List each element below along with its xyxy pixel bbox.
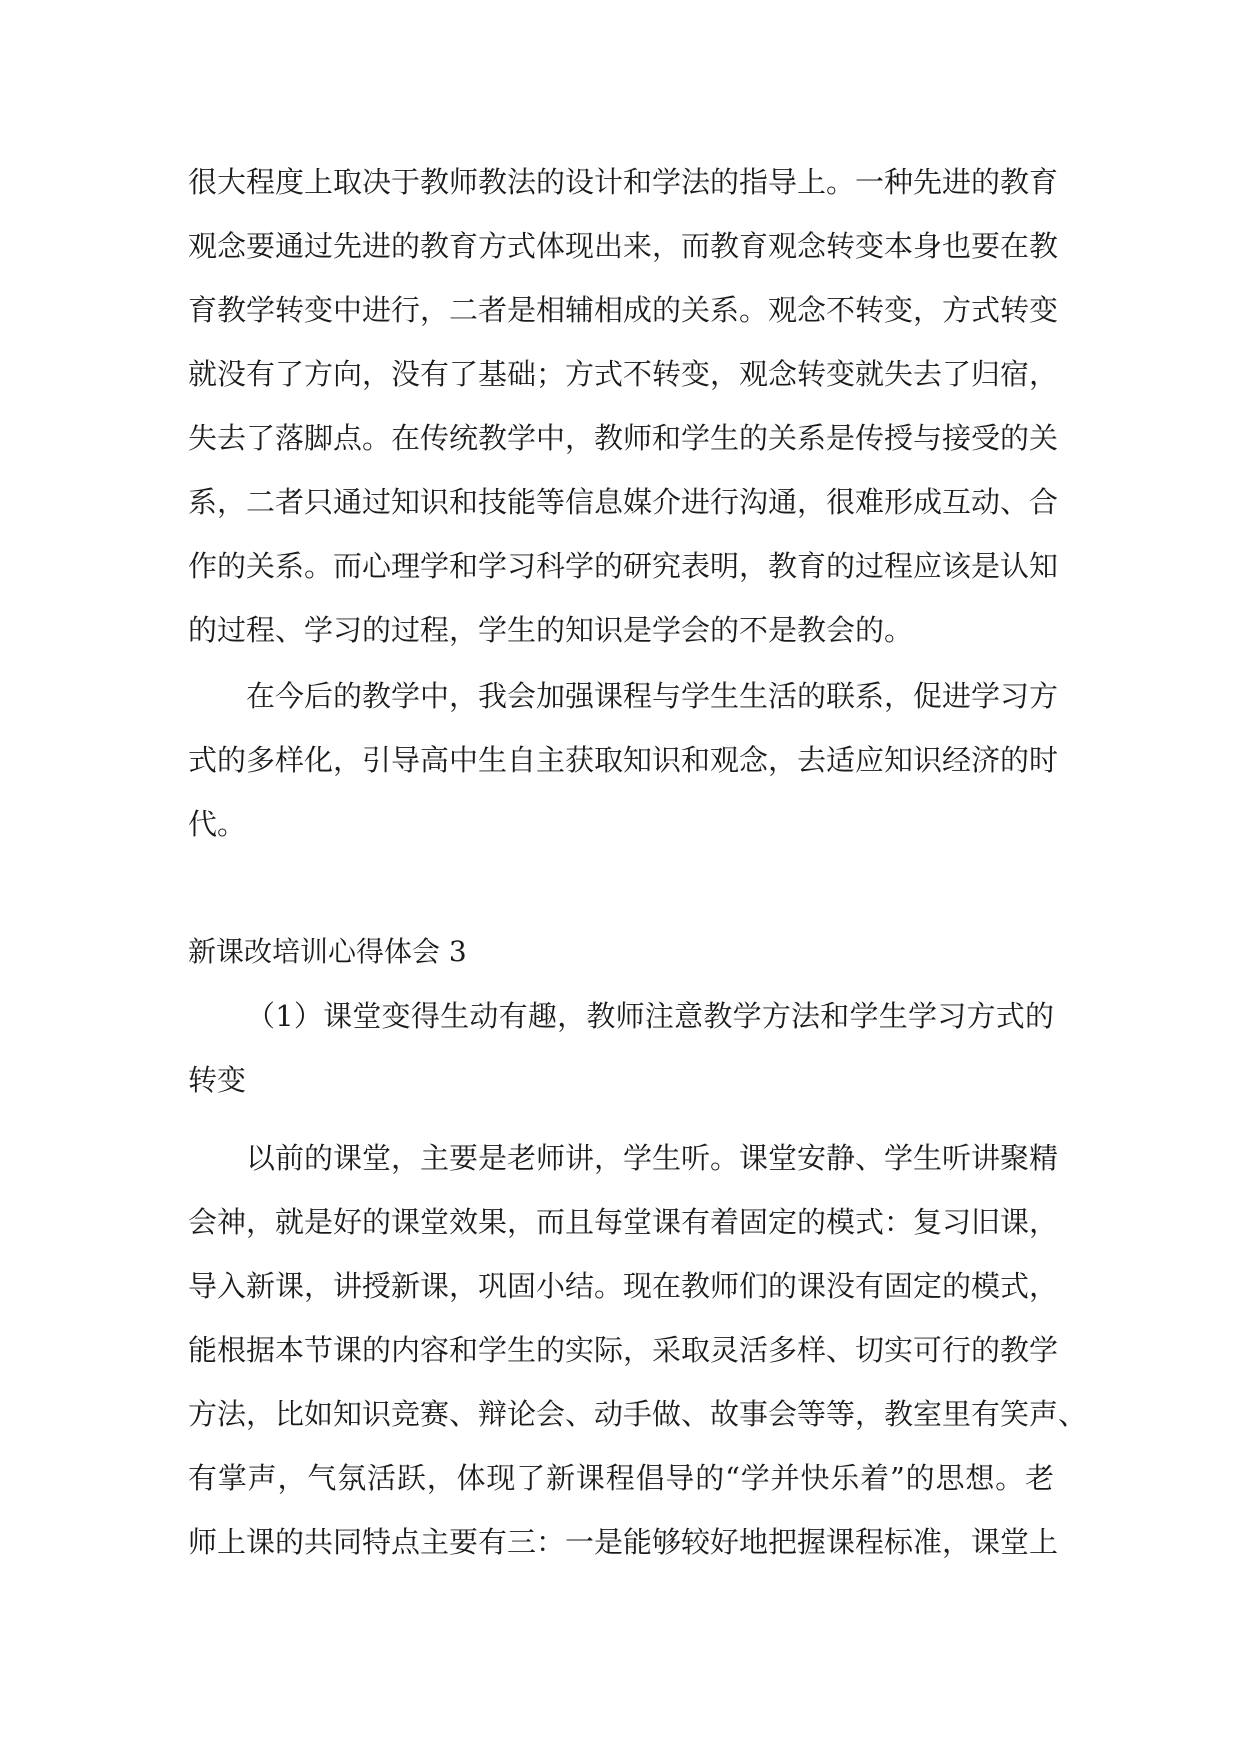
paragraph-4-line: 导入新课，讲授新课，巩固小结。现在教师们的课没有固定的模式，	[188, 1269, 1059, 1303]
section-heading: 新课改培训心得体会 3	[188, 935, 467, 968]
paragraph-1-line: 育教学转变中进行，二者是相辅相成的关系。观念不转变，方式转变	[188, 293, 1059, 327]
paragraph-1-line: 作的关系。而心理学和学习科学的研究表明，教育的过程应该是认知	[188, 549, 1059, 583]
paragraph-1-line: 系，二者只通过知识和技能等信息媒介进行沟通，很难形成互动、合	[188, 485, 1059, 519]
paragraph-2-line: 式的多样化，引导高中生自主获取知识和观念，去适应知识经济的时	[188, 743, 1059, 777]
paragraph-3-line: （1）课堂变得生动有趣，教师注意教学方法和学生学习方式的	[246, 999, 1054, 1033]
paragraph-1-line: 就没有了方向，没有了基础；方式不转变，观念转变就失去了归宿，	[188, 357, 1059, 391]
paragraph-1-line: 失去了落脚点。在传统教学中，教师和学生的关系是传授与接受的关	[188, 421, 1059, 455]
paragraph-4-line: 有掌声，气氛活跃，体现了新课程倡导的“学并快乐着”的思想。老	[188, 1461, 1054, 1495]
paragraph-1-line: 的过程、学习的过程，学生的知识是学会的不是教会的。	[188, 613, 914, 647]
paragraph-4-line: 能根据本节课的内容和学生的实际，采取灵活多样、切实可行的教学	[188, 1333, 1059, 1367]
paragraph-2-line: 代。	[188, 807, 247, 841]
paragraph-4-line: 以前的课堂，主要是老师讲，学生听。课堂安静、学生听讲聚精	[246, 1141, 1059, 1175]
paragraph-1-line: 很大程度上取决于教师教法的设计和学法的指导上。一种先进的教育	[188, 165, 1059, 199]
paragraph-4-line: 方法，比如知识竞赛、辩论会、动手做、故事会等等，教室里有笑声、	[188, 1397, 1088, 1431]
paragraph-2-line: 在今后的教学中，我会加强课程与学生生活的联系，促进学习方	[246, 679, 1059, 713]
paragraph-3-line: 转变	[188, 1063, 247, 1097]
paragraph-1-line: 观念要通过先进的教育方式体现出来，而教育观念转变本身也要在教	[188, 229, 1059, 263]
paragraph-4-line: 师上课的共同特点主要有三：一是能够较好地把握课程标准，课堂上	[188, 1525, 1059, 1559]
paragraph-4-line: 会神，就是好的课堂效果，而且每堂课有着固定的模式：复习旧课，	[188, 1205, 1059, 1239]
